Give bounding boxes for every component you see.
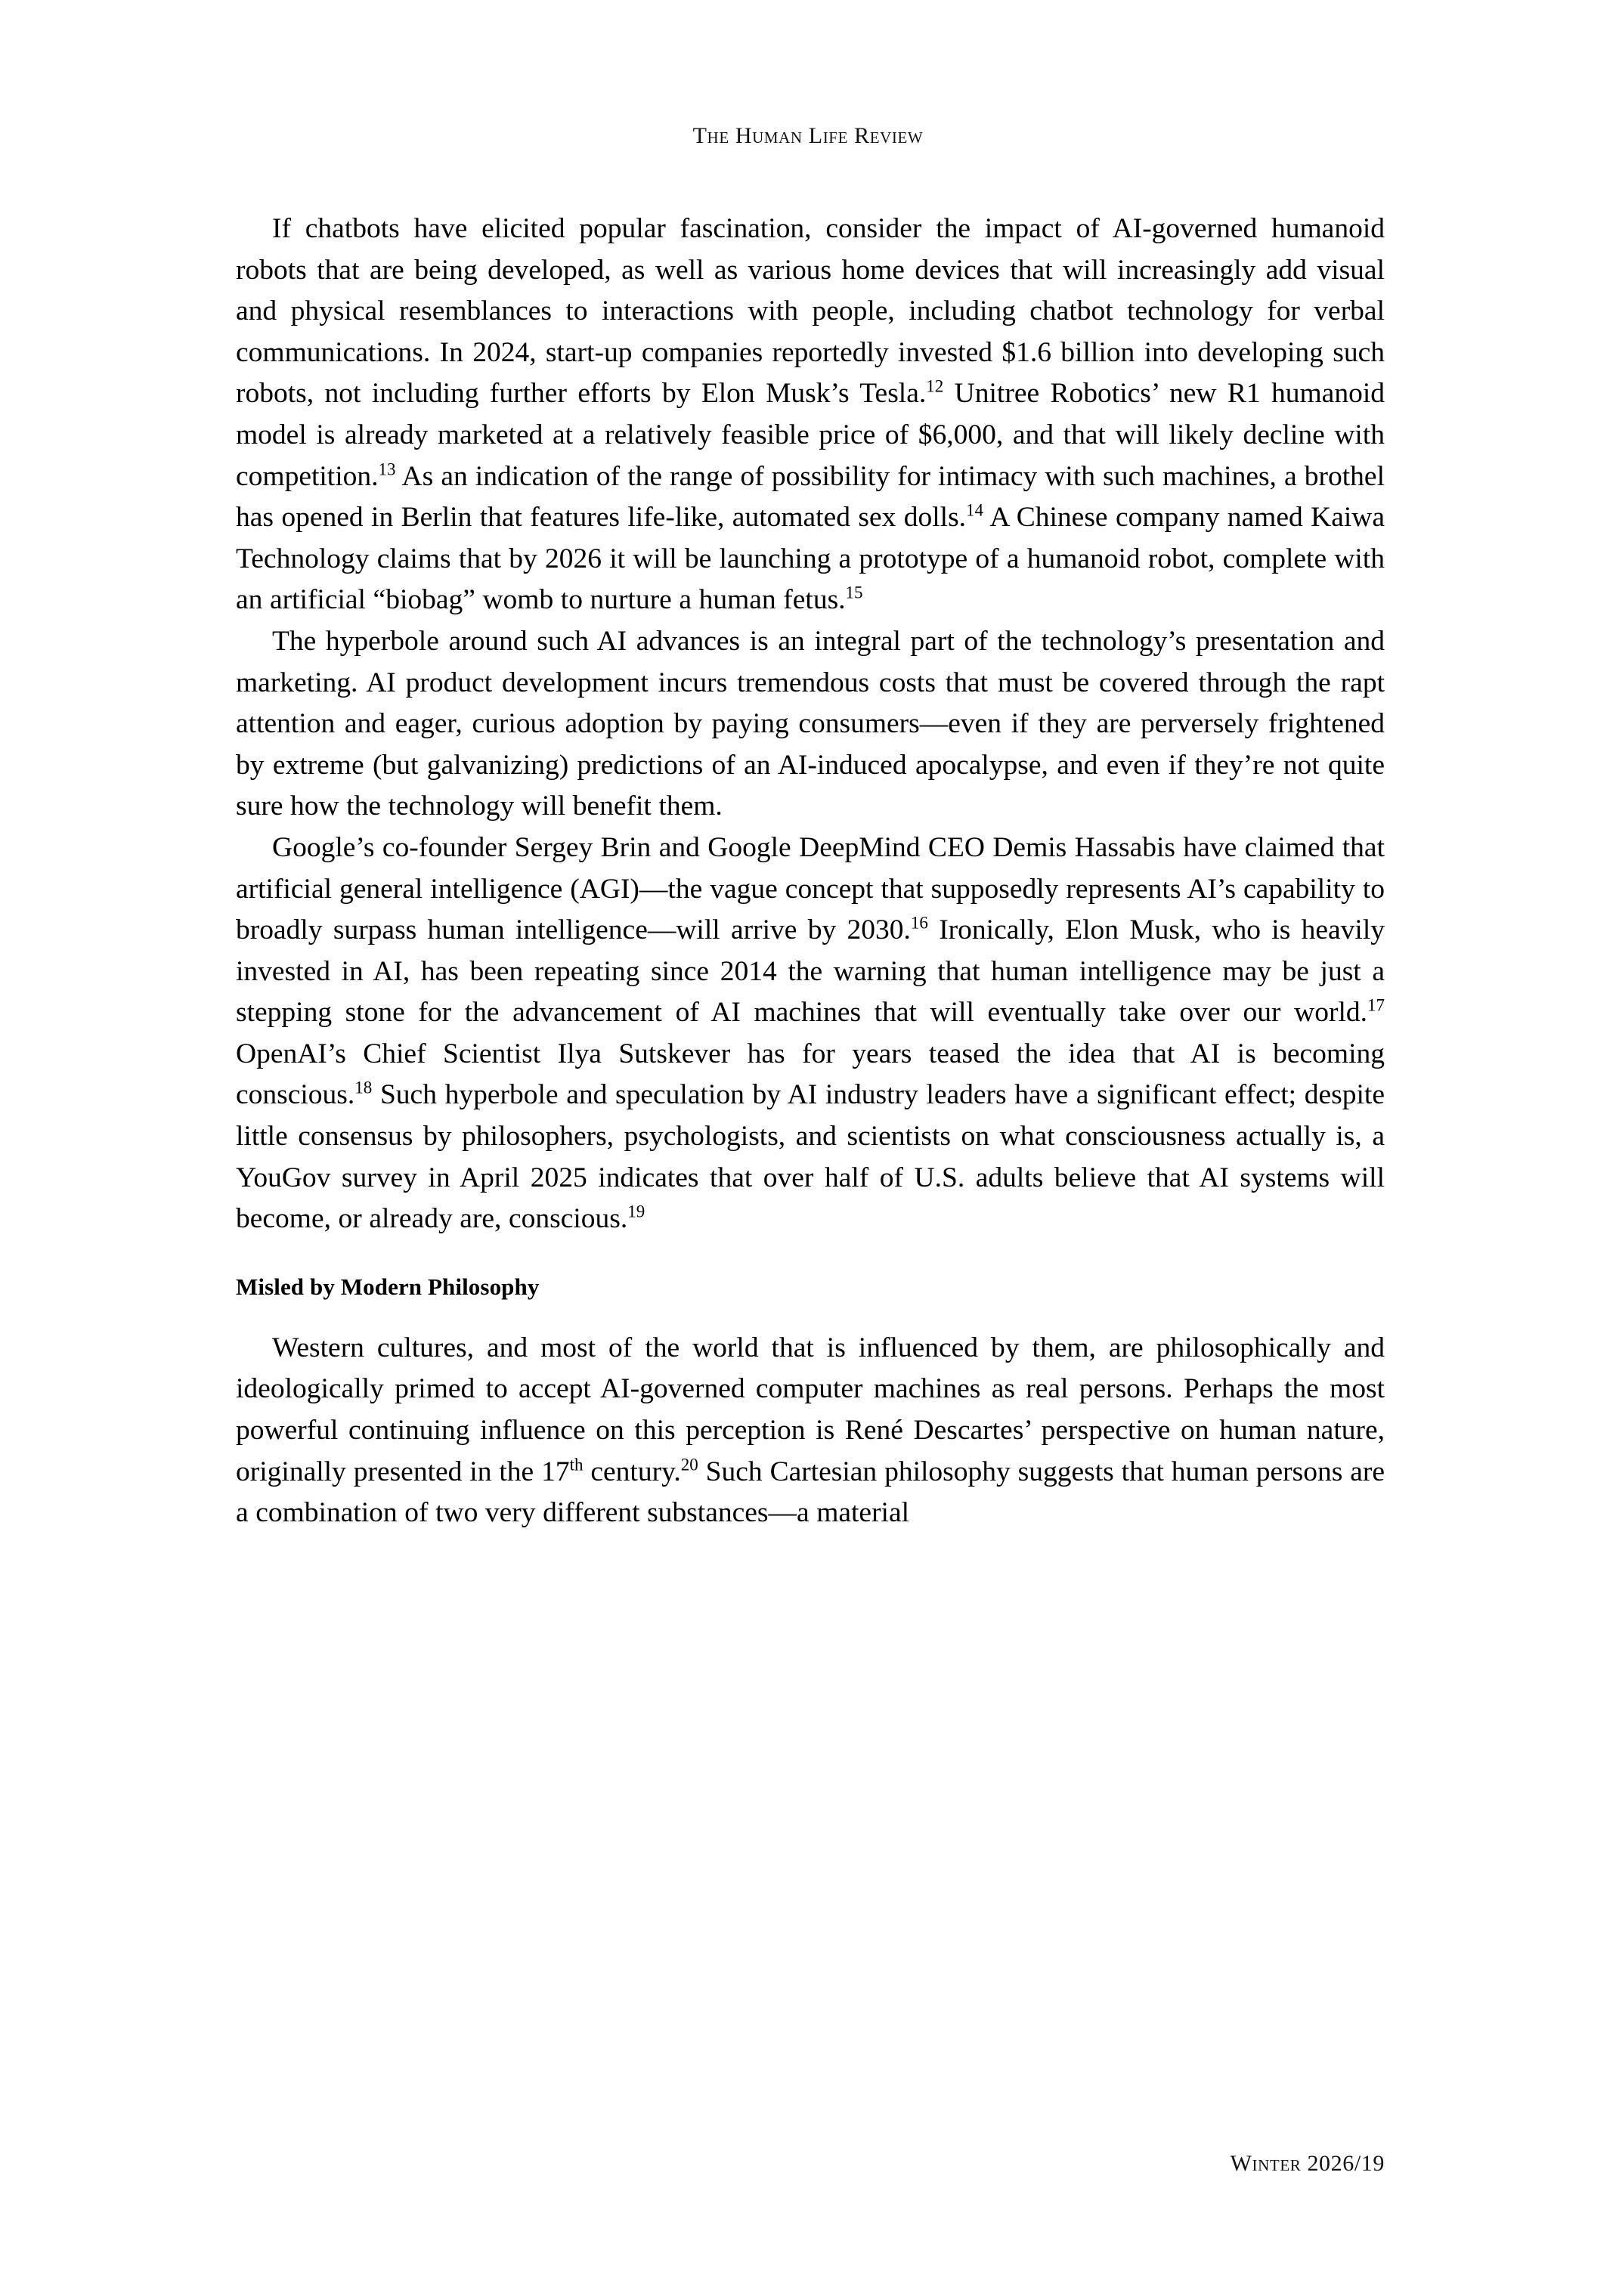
par-western: Western cultures, and most of the world that is influenced by them, are philosophically and ideologically primed to accept AI-governed computer machines as real persons. Perhaps the most powerful continuing influence on this perception is René Descartes’ perspective on human nature, originally presented in the 17th century.$^{20}$ Such Cartesian philosophy suggests that human persons are a combination of two very different substances—a material [236,1332,1385,1529]
body-flow [236,209,1385,1534]
heading-space-above [236,1240,1385,1272]
footnote-marker[interactable]: 13 [378,460,396,479]
footnote-marker[interactable]: 20 [680,1455,698,1474]
footnote-marker[interactable]: 17 [1367,995,1385,1015]
heading-space-below [236,1302,1385,1328]
par-agi: Google’s co-founder Sergey Brin and Google DeepMind CEO Demis Hassabis have claimed that artificial general intelligence (AGI)—the vague concept that supposedly represents AI’s capability to broadly surpass human intelligence—will arrive by 2030.16 Ironically, Elon Musk, who is heavily invested in AI, has been repeating since 2014 the warning that human intelligence may be just a stepping stone for the advancement of AI machines that will eventually take over our world.$^{17}$ OpenAI’s Chief Scientist Ilya Sutskever has for years teased the idea that AI is becoming conscious.$^{18}$ Such hyperbole and speculation by AI industry leaders have a significant effect; despite little consensus by philosophers, psychologists, and scientists on what consciousness actually is, a YouGov survey in April 2025 indicates that over half of U.S. adults believe that AI systems will become, or already are, conscious.$^{19}$ [236,831,1385,1235]
par-robots: If chatbots have elicited popular fascination, consider the impact of AI-governed humanoid robots that are being developed, as well as various home devices that will increasingly add visual and physical resemblances to interactions with people, including chatbot technology for verbal communications. In 2024, start-up companies reportedly invested $1.6 billion into developing such robots, not including further efforts by Elon Musk’s Tesla.$^{12}$ Unitree Robotics’ new R1 humanoid model is already marketed at a relatively feasible price of $6,000, and that will likely decline with competition.$^{13}$ As an indication of the range of possibility for intimacy with such machines, a brothel has opened in Berlin that features life-like, automated sex dolls.$^{14}$ A Chinese company named Kaiwa Technology claims that by 2026 it will be launching a prototype of a humanoid robot, complete with an artificial “biobag” womb to nurture a human fetus.$^{15}$ [236,213,1385,616]
footnote-marker[interactable]: 12 [926,376,944,396]
footnote-marker[interactable]: 14 [966,500,984,520]
running-head: The Human Life Review [692,123,924,148]
footnote-marker[interactable]: 19 [627,1202,645,1221]
par-hyperbole: The hyperbole around such AI advances is an integral part of the technology’s presentation and marketing. AI product development incurs tremendous costs that must be covered through the rapt attention and eager, curious adoption by paying consumers—even if they are perversely frightened by extreme (but galvanizing) predictions of an AI-induced apocalypse, and even if they’re not quite sure how the technology will benefit them. [236,625,1385,822]
text-column [236,209,1385,1534]
footnote-marker[interactable]: 15 [845,583,863,602]
footnote-marker[interactable]: 16 [910,913,928,933]
ordinal-suffix: th [569,1455,584,1474]
section-heading: Misled by Modern Philosophy [236,1273,540,1300]
page-folio: Winter 2026/19 [1230,2151,1385,2176]
footnote-marker[interactable]: 18 [354,1078,373,1097]
